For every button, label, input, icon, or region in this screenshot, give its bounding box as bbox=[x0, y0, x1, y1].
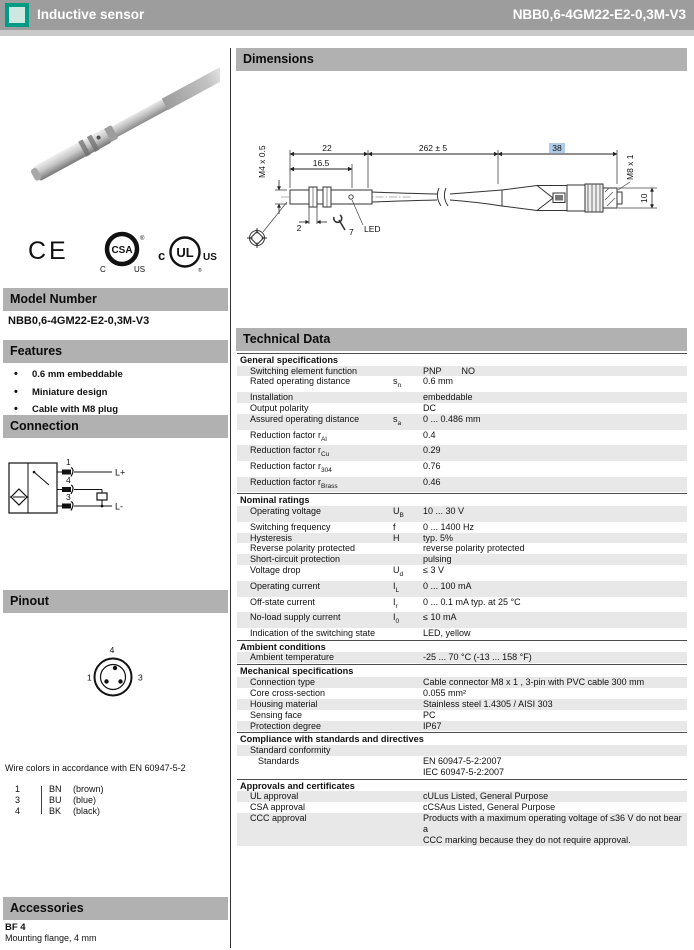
row-value: 0 ... 0.1 mA typ. at 25 °C bbox=[423, 596, 521, 607]
table-row bbox=[237, 813, 687, 846]
row-label: Installation bbox=[250, 392, 294, 403]
table-row bbox=[237, 756, 687, 778]
row-value: DC bbox=[423, 403, 436, 414]
svg-text:L+: L+ bbox=[115, 467, 126, 478]
svg-text:L-: L- bbox=[115, 501, 124, 512]
row-label: Switching element function bbox=[250, 365, 358, 376]
table-section-header: Mechanical specifications bbox=[237, 664, 687, 677]
svg-text:1: 1 bbox=[87, 672, 92, 683]
table-row bbox=[237, 543, 687, 554]
row-value: 0 ... 100 mA bbox=[423, 580, 472, 591]
table-row bbox=[237, 522, 687, 533]
wire-code: BK bbox=[49, 805, 62, 816]
wire-code: BN bbox=[49, 784, 62, 794]
row-label: Reverse polarity protected bbox=[250, 543, 356, 554]
svg-text:22: 22 bbox=[322, 143, 332, 153]
svg-text:16.5: 16.5 bbox=[312, 158, 330, 168]
row-label: Rated operating distance bbox=[250, 376, 351, 387]
table-row bbox=[237, 565, 687, 581]
row-label: Hysteresis bbox=[250, 532, 293, 543]
row-label: Reduction factor $r_{Cu}$ bbox=[250, 445, 330, 459]
table-section-header: Nominal ratings bbox=[237, 493, 687, 506]
row-label: Standard conformity bbox=[250, 744, 331, 755]
table-row bbox=[237, 445, 687, 461]
row-label: Assured operating distance bbox=[250, 413, 360, 424]
table-row bbox=[237, 403, 687, 414]
table-row bbox=[237, 802, 687, 813]
row-value: embeddable bbox=[423, 392, 473, 403]
wire-color-table bbox=[5, 784, 175, 816]
header-bar bbox=[0, 0, 694, 30]
row-label: Core cross-section bbox=[250, 687, 326, 698]
table-row bbox=[237, 533, 687, 544]
table-row bbox=[237, 414, 687, 430]
section-technical-data: Technical Data bbox=[236, 328, 687, 351]
row-value: ≤ 3 V bbox=[423, 565, 444, 576]
header-model-number: NBB0,6-4GM22-E2-0,3M-V3 bbox=[512, 7, 686, 22]
cul-mark-icon bbox=[158, 232, 228, 274]
row-value: Cable connector M8 x 1 , 3-pin with PVC cable 300 mm bbox=[423, 676, 645, 687]
table-row bbox=[237, 581, 687, 597]
svg-text:38: 38 bbox=[552, 143, 562, 153]
page-title: Inductive sensor bbox=[37, 7, 145, 22]
row-label: Short-circuit protection bbox=[250, 554, 341, 565]
row-label: Reduction factor $r_{Brass}$ bbox=[250, 476, 338, 490]
svg-text:c: c bbox=[158, 248, 166, 263]
table-row bbox=[237, 554, 687, 565]
svg-text:®: ® bbox=[198, 268, 202, 274]
svg-text:4: 4 bbox=[109, 645, 115, 655]
product-photo bbox=[5, 58, 220, 213]
model-number-value: NBB0,6-4GM22-E2-0,3M-V3 bbox=[8, 315, 150, 327]
header-bar-shadow bbox=[0, 30, 694, 36]
row-value: reverse polarity protected bbox=[423, 543, 525, 554]
table-row bbox=[237, 745, 687, 756]
svg-text:M8 x 1: M8 x 1 bbox=[625, 154, 635, 180]
row-value: ≤ 10 mA bbox=[423, 612, 457, 623]
wire-row bbox=[5, 784, 175, 795]
section-connection: Connection bbox=[3, 415, 228, 438]
row-value: PNP NO bbox=[423, 365, 476, 376]
svg-text:3: 3 bbox=[66, 492, 71, 502]
row-value: PC bbox=[423, 709, 436, 720]
row-symbol: $I_r$ bbox=[393, 596, 398, 610]
column-divider bbox=[230, 48, 231, 948]
row-label: No-load supply current bbox=[250, 612, 341, 623]
section-accessories: Accessories bbox=[3, 897, 228, 920]
svg-text:US: US bbox=[203, 252, 217, 263]
row-value: LED, yellow bbox=[423, 628, 471, 639]
svg-text:US: US bbox=[134, 265, 146, 274]
row-value: Products with a maximum operating voltage of ≤36 V do not bear a CCC marking because they do not require approval. bbox=[423, 812, 682, 845]
svg-text:C: C bbox=[100, 265, 106, 274]
table-section-header: Compliance with standards and directives bbox=[237, 732, 687, 745]
wire-pin: 3 bbox=[15, 794, 21, 805]
svg-text:LED: LED bbox=[364, 224, 381, 234]
table-row bbox=[237, 461, 687, 477]
table-row bbox=[237, 506, 687, 522]
row-label: Voltage drop bbox=[250, 565, 301, 576]
svg-text:UL: UL bbox=[176, 245, 194, 260]
table-row bbox=[237, 477, 687, 493]
wire-row bbox=[5, 795, 175, 806]
technical-data-table bbox=[237, 352, 687, 846]
ce-mark-icon bbox=[28, 233, 83, 267]
row-value: cULus Listed, General Purpose bbox=[423, 791, 549, 802]
svg-text:®: ® bbox=[140, 236, 145, 242]
feature-item: • 0.6 mm embeddable bbox=[12, 366, 222, 384]
row-label: Output polarity bbox=[250, 403, 309, 414]
row-value: Stainless steel 1.4305 / AISI 303 bbox=[423, 698, 553, 709]
row-label: Operating voltage bbox=[250, 505, 322, 516]
row-value: 0 ... 0.486 mm bbox=[423, 413, 481, 424]
table-row bbox=[237, 612, 687, 628]
table-row bbox=[237, 652, 687, 663]
table-row bbox=[237, 392, 687, 403]
row-symbol: $U_d$ bbox=[393, 565, 404, 579]
svg-text:10: 10 bbox=[639, 193, 649, 203]
accessory-name: BF 4 bbox=[5, 922, 26, 933]
row-value: 10 ... 30 V bbox=[423, 505, 465, 516]
row-value: IP67 bbox=[423, 720, 442, 731]
svg-text:2: 2 bbox=[296, 223, 302, 233]
row-symbol: $U_B$ bbox=[393, 505, 404, 519]
accessory-description: Mounting flange, 4 mm bbox=[5, 933, 97, 943]
svg-text:4: 4 bbox=[66, 475, 71, 485]
section-model-number: Model Number bbox=[3, 288, 228, 311]
features-list bbox=[12, 366, 222, 419]
brand-icon bbox=[5, 3, 29, 27]
table-section-header: General specifications bbox=[237, 353, 687, 366]
csa-mark-icon bbox=[96, 230, 158, 274]
row-label: Reduction factor $r_{Al}$ bbox=[250, 429, 327, 443]
svg-text:M4 x 0.5: M4 x 0.5 bbox=[257, 145, 267, 178]
wire-row bbox=[5, 806, 175, 817]
row-value: 0.29 bbox=[423, 445, 441, 456]
row-value: -25 ... 70 °C (-13 ... 158 °F) bbox=[423, 652, 532, 663]
wire-color-name: (black) bbox=[73, 805, 101, 816]
accessories-list bbox=[5, 922, 97, 944]
table-row bbox=[237, 688, 687, 699]
row-label: CSA approval bbox=[250, 802, 306, 813]
row-symbol: $s_n$ bbox=[393, 376, 402, 390]
row-value: 0.76 bbox=[423, 461, 441, 472]
table-row bbox=[237, 628, 687, 639]
table-row bbox=[237, 597, 687, 613]
row-label: Connection type bbox=[250, 676, 316, 687]
wire-color-name: (brown) bbox=[73, 784, 104, 794]
row-label: Operating current bbox=[250, 580, 321, 591]
wire-pin: 1 bbox=[15, 784, 21, 794]
row-value: 0 ... 1400 Hz bbox=[423, 521, 475, 532]
wire-code: BU bbox=[49, 794, 62, 805]
table-row bbox=[237, 721, 687, 732]
svg-text:CSA: CSA bbox=[111, 245, 133, 256]
row-label: Reduction factor $r_{304}$ bbox=[250, 461, 332, 474]
section-features: Features bbox=[3, 340, 228, 363]
row-value: cCSAus Listed, General Purpose bbox=[423, 802, 556, 813]
row-value: pulsing bbox=[423, 554, 452, 565]
table-row bbox=[237, 677, 687, 688]
pinout-diagram bbox=[60, 645, 170, 715]
table-row bbox=[237, 699, 687, 710]
row-label: Switching frequency bbox=[250, 521, 331, 532]
section-dimensions: Dimensions bbox=[236, 48, 687, 71]
table-row bbox=[237, 366, 687, 377]
wire-colors-note: Wire colors in accordance with EN 60947-5-2 bbox=[5, 763, 186, 773]
row-symbol: $I_0$ bbox=[393, 612, 400, 626]
table-section-header: Ambient conditions bbox=[237, 640, 687, 653]
row-label: Off-state current bbox=[250, 596, 315, 607]
wire-pin: 4 bbox=[15, 805, 21, 816]
feature-item: • Cable with M8 plug bbox=[12, 401, 222, 419]
svg-text:CE: CE bbox=[28, 237, 69, 265]
row-value: typ. 5% bbox=[423, 532, 454, 543]
dimensions-drawing bbox=[237, 140, 687, 258]
svg-text:262 ± 5: 262 ± 5 bbox=[418, 143, 448, 153]
row-symbol: $s_a$ bbox=[393, 413, 402, 427]
table-row bbox=[237, 791, 687, 802]
row-label: Sensing face bbox=[250, 709, 303, 720]
row-value: EN 60947-5-2:2007 IEC 60947-5-2:2007 bbox=[423, 755, 505, 777]
row-label: Ambient temperature bbox=[250, 652, 335, 663]
connection-diagram bbox=[0, 450, 160, 542]
row-label: CCC approval bbox=[250, 812, 307, 823]
row-label: Indication of the switching state bbox=[250, 628, 376, 639]
row-value: 0.6 mm bbox=[423, 376, 454, 387]
row-label: Housing material bbox=[250, 698, 318, 709]
svg-text:1: 1 bbox=[66, 457, 71, 467]
row-value: 0.46 bbox=[423, 476, 441, 487]
row-label: Standards bbox=[258, 755, 300, 766]
row-symbol: H bbox=[393, 532, 400, 543]
table-section-header: Approvals and certificates bbox=[237, 779, 687, 792]
table-row bbox=[237, 710, 687, 721]
row-symbol: f bbox=[393, 521, 396, 532]
row-symbol: $I_L$ bbox=[393, 580, 400, 594]
row-label: UL approval bbox=[250, 791, 299, 802]
row-value: 0.055 mm² bbox=[423, 687, 467, 698]
row-label: Protection degree bbox=[250, 720, 322, 731]
svg-text:7: 7 bbox=[349, 227, 354, 237]
feature-item: • Miniature design bbox=[12, 384, 222, 402]
table-row bbox=[237, 376, 687, 392]
wire-color-name: (blue) bbox=[73, 794, 97, 805]
section-pinout: Pinout bbox=[3, 590, 228, 613]
svg-text:3: 3 bbox=[138, 672, 143, 683]
table-row bbox=[237, 430, 687, 446]
row-value: 0.4 bbox=[423, 429, 436, 440]
